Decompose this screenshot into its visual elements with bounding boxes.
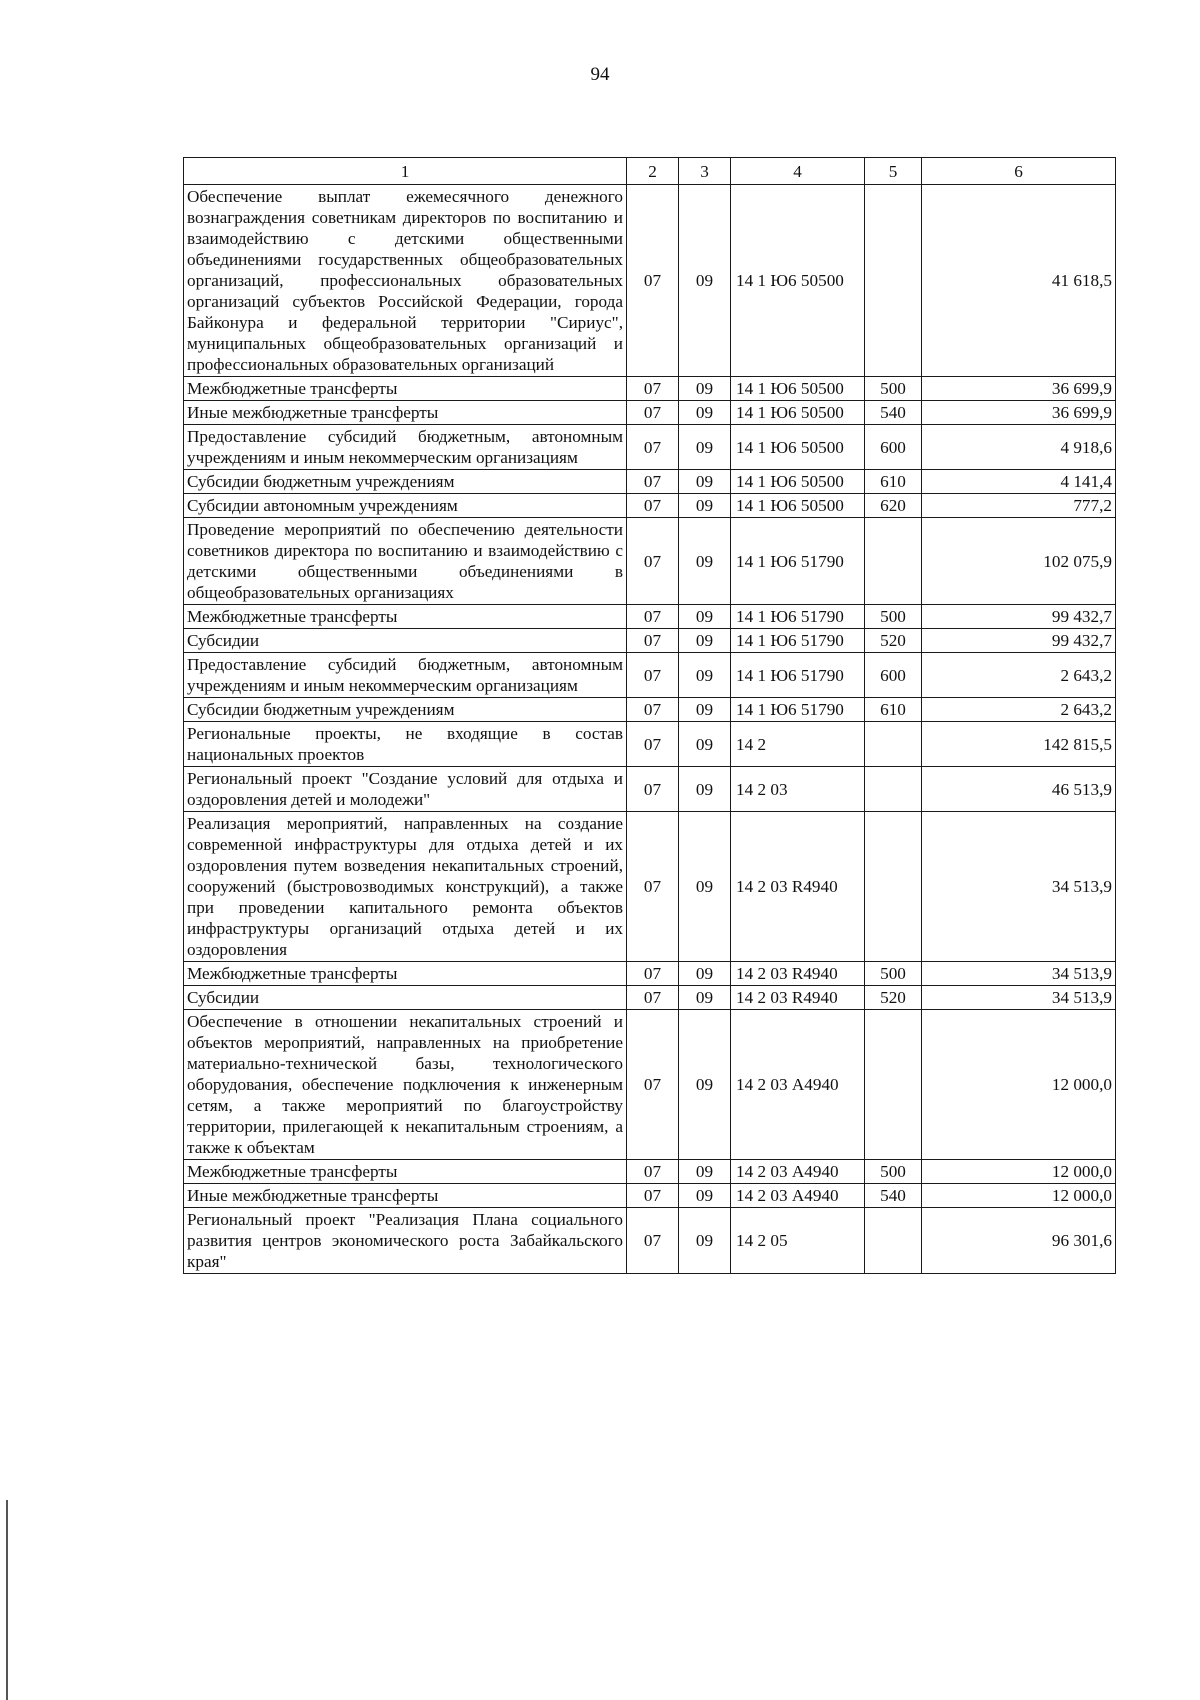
table-body — [184, 185, 1116, 1274]
row-target-article: 14 1 Ю6 51790 — [731, 518, 865, 605]
table-row — [184, 494, 1116, 518]
table-row — [184, 425, 1116, 470]
row-expense-type — [865, 767, 922, 812]
row-expense-type: 500 — [865, 377, 922, 401]
row-expense-type: 540 — [865, 1184, 922, 1208]
row-section: 07 — [627, 1010, 679, 1160]
row-target-article: 14 2 — [731, 722, 865, 767]
row-subsection: 09 — [679, 425, 731, 470]
row-section: 07 — [627, 377, 679, 401]
row-name: Иные межбюджетные трансферты — [184, 401, 627, 425]
row-amount: 2 643,2 — [922, 653, 1116, 698]
row-name: Субсидии автономным учреждениям — [184, 494, 627, 518]
row-subsection: 09 — [679, 494, 731, 518]
table-row — [184, 962, 1116, 986]
row-target-article: 14 2 03 R4940 — [731, 812, 865, 962]
table-row — [184, 653, 1116, 698]
row-amount: 102 075,9 — [922, 518, 1116, 605]
table-row — [184, 812, 1116, 962]
row-section: 07 — [627, 1208, 679, 1274]
row-amount: 34 513,9 — [922, 986, 1116, 1010]
row-amount: 36 699,9 — [922, 377, 1116, 401]
row-target-article: 14 1 Ю6 50500 — [731, 377, 865, 401]
row-expense-type: 620 — [865, 494, 922, 518]
table-row — [184, 1208, 1116, 1274]
row-expense-type — [865, 185, 922, 377]
row-name: Межбюджетные трансферты — [184, 962, 627, 986]
row-target-article: 14 2 03 А4940 — [731, 1160, 865, 1184]
row-target-article: 14 1 Ю6 50500 — [731, 470, 865, 494]
table-row — [184, 518, 1116, 605]
row-name: Иные межбюджетные трансферты — [184, 1184, 627, 1208]
row-amount: 777,2 — [922, 494, 1116, 518]
row-name: Региональный проект "Создание условий для отдыха и оздоровления детей и молодежи" — [184, 767, 627, 812]
row-section: 07 — [627, 470, 679, 494]
row-subsection: 09 — [679, 377, 731, 401]
table-row — [184, 1184, 1116, 1208]
row-subsection: 09 — [679, 812, 731, 962]
scan-margin-line — [6, 1500, 8, 1700]
table-header-row — [184, 158, 1116, 185]
row-target-article: 14 1 Ю6 51790 — [731, 605, 865, 629]
row-subsection: 09 — [679, 1160, 731, 1184]
row-section: 07 — [627, 698, 679, 722]
row-name: Межбюджетные трансферты — [184, 377, 627, 401]
row-target-article: 14 2 03 R4940 — [731, 986, 865, 1010]
row-expense-type: 600 — [865, 653, 922, 698]
table-row — [184, 629, 1116, 653]
row-expense-type: 540 — [865, 401, 922, 425]
row-subsection: 09 — [679, 470, 731, 494]
row-section: 07 — [627, 605, 679, 629]
row-subsection: 09 — [679, 962, 731, 986]
table-row — [184, 377, 1116, 401]
row-name: Субсидии бюджетным учреждениям — [184, 470, 627, 494]
row-section: 07 — [627, 962, 679, 986]
row-expense-type: 610 — [865, 470, 922, 494]
row-target-article: 14 2 03 R4940 — [731, 962, 865, 986]
row-expense-type: 520 — [865, 629, 922, 653]
row-name: Региональные проекты, не входящие в состав национальных проектов — [184, 722, 627, 767]
row-subsection: 09 — [679, 605, 731, 629]
row-section: 07 — [627, 1160, 679, 1184]
row-name: Межбюджетные трансферты — [184, 605, 627, 629]
row-section: 07 — [627, 653, 679, 698]
row-amount: 2 643,2 — [922, 698, 1116, 722]
row-name: Региональный проект "Реализация Плана социального развития центров экономического роста Забайкальского края" — [184, 1208, 627, 1274]
row-amount: 12 000,0 — [922, 1160, 1116, 1184]
row-subsection: 09 — [679, 185, 731, 377]
row-section: 07 — [627, 1184, 679, 1208]
row-target-article: 14 1 Ю6 50500 — [731, 401, 865, 425]
row-amount: 46 513,9 — [922, 767, 1116, 812]
row-expense-type: 500 — [865, 605, 922, 629]
row-amount: 36 699,9 — [922, 401, 1116, 425]
header-col-5: 5 — [865, 158, 922, 185]
row-section: 07 — [627, 494, 679, 518]
row-expense-type: 500 — [865, 962, 922, 986]
table-row — [184, 185, 1116, 377]
page-number: 94 — [590, 64, 610, 85]
row-subsection: 09 — [679, 1208, 731, 1274]
row-subsection: 09 — [679, 653, 731, 698]
row-expense-type — [865, 1208, 922, 1274]
row-amount: 142 815,5 — [922, 722, 1116, 767]
row-expense-type — [865, 812, 922, 962]
row-expense-type — [865, 518, 922, 605]
row-amount: 41 618,5 — [922, 185, 1116, 377]
row-name: Обеспечение выплат ежемесячного денежного вознаграждения советникам директоров по воспитанию и взаимодействию с детскими общественными объединениями государственных общеобразовательных организаций, профессиональных образовательных организаций субъектов Российской Федерации, города Байконура и федеральной территории "Сириус", муниципальных общеобразовательных организаций и профессиональных образовательных организаций — [184, 185, 627, 377]
row-target-article: 14 2 05 — [731, 1208, 865, 1274]
table-row — [184, 605, 1116, 629]
row-amount: 12 000,0 — [922, 1184, 1116, 1208]
row-section: 07 — [627, 425, 679, 470]
row-target-article: 14 2 03 — [731, 767, 865, 812]
row-amount: 12 000,0 — [922, 1010, 1116, 1160]
row-subsection: 09 — [679, 698, 731, 722]
row-name: Проведение мероприятий по обеспечению деятельности советников директора по воспитанию и взаимодействию с детскими общественными объединениями в общеобразовательных организациях — [184, 518, 627, 605]
row-section: 07 — [627, 518, 679, 605]
table-row — [184, 1010, 1116, 1160]
header-col-4: 4 — [731, 158, 865, 185]
row-amount: 4 141,4 — [922, 470, 1116, 494]
row-subsection: 09 — [679, 1184, 731, 1208]
table-row — [184, 470, 1116, 494]
row-target-article: 14 1 Ю6 50500 — [731, 185, 865, 377]
row-subsection: 09 — [679, 518, 731, 605]
row-subsection: 09 — [679, 986, 731, 1010]
row-section: 07 — [627, 722, 679, 767]
row-target-article: 14 1 Ю6 51790 — [731, 629, 865, 653]
row-target-article: 14 1 Ю6 51790 — [731, 698, 865, 722]
row-target-article: 14 2 03 А4940 — [731, 1184, 865, 1208]
row-name: Предоставление субсидий бюджетным, автономным учреждениям и иным некоммерческим организациям — [184, 653, 627, 698]
row-expense-type: 610 — [865, 698, 922, 722]
table-row — [184, 1160, 1116, 1184]
row-subsection: 09 — [679, 1010, 731, 1160]
row-section: 07 — [627, 986, 679, 1010]
row-target-article: 14 1 Ю6 51790 — [731, 653, 865, 698]
row-amount: 99 432,7 — [922, 605, 1116, 629]
header-col-3: 3 — [679, 158, 731, 185]
row-name: Обеспечение в отношении некапитальных строений и объектов мероприятий, направленных на приобретение материально-технической базы, технологического оборудования, обеспечение подключения к инженерным сетям, а также мероприятий по благоустройству территории, прилегающей к некапитальным строениям, а также к объектам — [184, 1010, 627, 1160]
row-expense-type — [865, 722, 922, 767]
row-name: Субсидии — [184, 986, 627, 1010]
row-name: Реализация мероприятий, направленных на создание современной инфраструктуры для отдыха детей и их оздоровления путем возведения некапитальных строений, сооружений (быстровозводимых конструкций), а также при проведении капитального ремонта объектов инфраструктуры организаций отдыха детей и их оздоровления — [184, 812, 627, 962]
row-section: 07 — [627, 629, 679, 653]
row-amount: 96 301,6 — [922, 1208, 1116, 1274]
row-name: Предоставление субсидий бюджетным, автономным учреждениям и иным некоммерческим организациям — [184, 425, 627, 470]
header-col-1: 1 — [184, 158, 627, 185]
row-amount: 34 513,9 — [922, 962, 1116, 986]
row-target-article: 14 2 03 А4940 — [731, 1010, 865, 1160]
table-row — [184, 698, 1116, 722]
row-name: Субсидии бюджетным учреждениям — [184, 698, 627, 722]
header-col-2: 2 — [627, 158, 679, 185]
row-expense-type: 520 — [865, 986, 922, 1010]
row-subsection: 09 — [679, 722, 731, 767]
row-name: Межбюджетные трансферты — [184, 1160, 627, 1184]
row-expense-type — [865, 1010, 922, 1160]
row-expense-type: 600 — [865, 425, 922, 470]
table-row — [184, 767, 1116, 812]
row-target-article: 14 1 Ю6 50500 — [731, 425, 865, 470]
budget-table — [183, 157, 1116, 1274]
row-target-article: 14 1 Ю6 50500 — [731, 494, 865, 518]
row-section: 07 — [627, 185, 679, 377]
row-amount: 4 918,6 — [922, 425, 1116, 470]
row-name: Субсидии — [184, 629, 627, 653]
table-row — [184, 986, 1116, 1010]
table-row — [184, 722, 1116, 767]
row-amount: 99 432,7 — [922, 629, 1116, 653]
row-subsection: 09 — [679, 629, 731, 653]
row-expense-type: 500 — [865, 1160, 922, 1184]
header-col-6: 6 — [922, 158, 1116, 185]
table-row — [184, 401, 1116, 425]
row-amount: 34 513,9 — [922, 812, 1116, 962]
row-section: 07 — [627, 812, 679, 962]
row-section: 07 — [627, 401, 679, 425]
row-section: 07 — [627, 767, 679, 812]
row-subsection: 09 — [679, 767, 731, 812]
row-subsection: 09 — [679, 401, 731, 425]
